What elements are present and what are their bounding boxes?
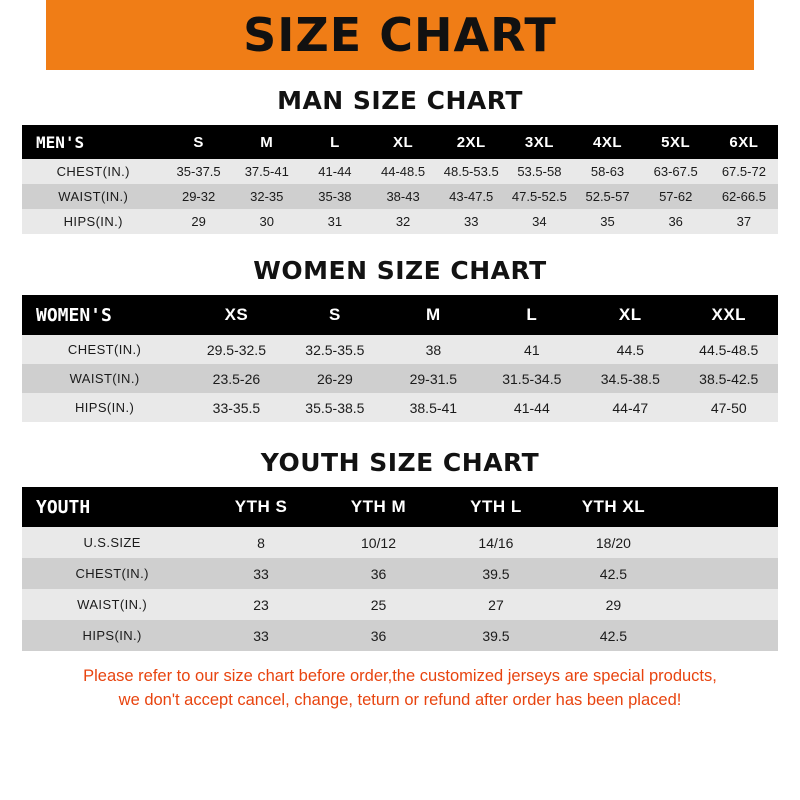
table-header-row xyxy=(22,295,778,335)
cell: 53.5-58 xyxy=(505,159,573,184)
cell: 62-66.5 xyxy=(710,184,778,209)
cell: 35-37.5 xyxy=(165,159,233,184)
cell: 32-35 xyxy=(233,184,301,209)
cell: 38.5-41 xyxy=(384,393,482,422)
table-row xyxy=(22,335,778,364)
cell: 38.5-42.5 xyxy=(680,364,778,393)
chart-content xyxy=(0,70,800,800)
cell-spacer xyxy=(672,620,778,651)
cell: 33 xyxy=(202,558,319,589)
cell: 35 xyxy=(573,209,641,234)
women-section-title: WOMEN SIZE CHART xyxy=(253,256,547,285)
cell: 29 xyxy=(165,209,233,234)
cell-spacer xyxy=(672,558,778,589)
row-label-waist: WAIST(IN.) xyxy=(22,589,202,620)
row-label-waist: WAIST(IN.) xyxy=(22,364,187,393)
header-cell-xl: XL xyxy=(581,295,679,335)
cell: 39.5 xyxy=(437,558,554,589)
cell: 26-29 xyxy=(286,364,384,393)
row-label-waist: WAIST(IN.) xyxy=(22,184,165,209)
cell: 41-44 xyxy=(301,159,369,184)
header-cell-m: M xyxy=(384,295,482,335)
banner-right-notch xyxy=(754,0,800,70)
cell: 33 xyxy=(437,209,505,234)
table-row xyxy=(22,558,778,589)
row-label-chest: CHEST(IN.) xyxy=(22,335,187,364)
cell: 34.5-38.5 xyxy=(581,364,679,393)
cell: 48.5-53.5 xyxy=(437,159,505,184)
cell: 30 xyxy=(233,209,301,234)
cell: 47-50 xyxy=(680,393,778,422)
header-cell-yth-m: YTH M xyxy=(320,487,437,527)
cell: 42.5 xyxy=(555,620,673,651)
cell: 38 xyxy=(384,335,482,364)
cell: 36 xyxy=(320,620,437,651)
page-title: SIZE CHART xyxy=(243,8,557,62)
header-cell-mens: MEN'S xyxy=(22,125,165,159)
footer-line-1: Please refer to our size chart before order,the customized jerseys are special products, xyxy=(83,667,717,685)
cell: 32.5-35.5 xyxy=(286,335,384,364)
cell: 35.5-38.5 xyxy=(286,393,384,422)
header-cell-4xl: 4XL xyxy=(573,125,641,159)
cell: 25 xyxy=(320,589,437,620)
cell-spacer xyxy=(672,527,778,558)
cell: 58-63 xyxy=(573,159,641,184)
cell: 57-62 xyxy=(642,184,710,209)
header-cell-xxl: XXL xyxy=(680,295,778,335)
cell: 43-47.5 xyxy=(437,184,505,209)
banner-left-notch xyxy=(0,0,46,70)
cell: 52.5-57 xyxy=(573,184,641,209)
cell: 36 xyxy=(320,558,437,589)
header-cell-l: L xyxy=(301,125,369,159)
cell: 33 xyxy=(202,620,319,651)
header-cell-womens: WOMEN'S xyxy=(22,295,187,335)
table-row xyxy=(22,527,778,558)
youth-section-title: YOUTH SIZE CHART xyxy=(260,448,540,477)
cell: 42.5 xyxy=(555,558,673,589)
row-label-chest: CHEST(IN.) xyxy=(22,159,165,184)
header-cell-s: S xyxy=(165,125,233,159)
table-header-row xyxy=(22,125,778,159)
table-row xyxy=(22,184,778,209)
cell: 23 xyxy=(202,589,319,620)
cell: 35-38 xyxy=(301,184,369,209)
cell: 67.5-72 xyxy=(710,159,778,184)
cell: 29 xyxy=(555,589,673,620)
cell: 47.5-52.5 xyxy=(505,184,573,209)
table-row xyxy=(22,159,778,184)
cell: 29-32 xyxy=(165,184,233,209)
row-label-us-size: U.S.SIZE xyxy=(22,527,202,558)
cell: 44-48.5 xyxy=(369,159,437,184)
header-cell-yth-l: YTH L xyxy=(437,487,554,527)
cell: 44.5-48.5 xyxy=(680,335,778,364)
table-row xyxy=(22,364,778,393)
header-cell-yth-s: YTH S xyxy=(202,487,319,527)
women-size-table xyxy=(22,295,778,422)
man-size-table xyxy=(22,125,778,234)
table-row xyxy=(22,209,778,234)
header-cell-2xl: 2XL xyxy=(437,125,505,159)
header-cell-yth-xl: YTH XL xyxy=(555,487,673,527)
table-row xyxy=(22,589,778,620)
cell: 38-43 xyxy=(369,184,437,209)
cell: 63-67.5 xyxy=(642,159,710,184)
header-banner xyxy=(0,0,800,70)
cell: 37 xyxy=(710,209,778,234)
cell: 33-35.5 xyxy=(187,393,285,422)
footer-disclaimer xyxy=(22,665,778,723)
header-cell-spacer xyxy=(672,487,778,527)
header-cell-m: M xyxy=(233,125,301,159)
cell: 37.5-41 xyxy=(233,159,301,184)
table-row xyxy=(22,620,778,651)
row-label-hips: HIPS(IN.) xyxy=(22,620,202,651)
cell: 44.5 xyxy=(581,335,679,364)
header-cell-youth: YOUTH xyxy=(22,487,202,527)
cell: 41 xyxy=(483,335,581,364)
cell: 32 xyxy=(369,209,437,234)
footer-line-2: we don't accept cancel, change, teturn or refund after order has been placed! xyxy=(118,690,682,709)
header-cell-xl: XL xyxy=(369,125,437,159)
row-label-hips: HIPS(IN.) xyxy=(22,393,187,422)
header-cell-xs: XS xyxy=(187,295,285,335)
cell: 10/12 xyxy=(320,527,437,558)
cell: 29-31.5 xyxy=(384,364,482,393)
cell: 18/20 xyxy=(555,527,673,558)
cell: 31 xyxy=(301,209,369,234)
man-section-title: MAN SIZE CHART xyxy=(277,86,523,115)
cell: 23.5-26 xyxy=(187,364,285,393)
cell: 31.5-34.5 xyxy=(483,364,581,393)
cell-spacer xyxy=(672,589,778,620)
header-cell-6xl: 6XL xyxy=(710,125,778,159)
cell: 27 xyxy=(437,589,554,620)
youth-size-table xyxy=(22,487,778,651)
header-cell-s: S xyxy=(286,295,384,335)
cell: 34 xyxy=(505,209,573,234)
cell: 29.5-32.5 xyxy=(187,335,285,364)
cell: 39.5 xyxy=(437,620,554,651)
row-label-chest: CHEST(IN.) xyxy=(22,558,202,589)
cell: 36 xyxy=(642,209,710,234)
header-cell-l: L xyxy=(483,295,581,335)
table-header-row xyxy=(22,487,778,527)
header-cell-5xl: 5XL xyxy=(642,125,710,159)
cell: 14/16 xyxy=(437,527,554,558)
header-cell-3xl: 3XL xyxy=(505,125,573,159)
cell: 44-47 xyxy=(581,393,679,422)
row-label-hips: HIPS(IN.) xyxy=(22,209,165,234)
cell: 8 xyxy=(202,527,319,558)
table-row xyxy=(22,393,778,422)
cell: 41-44 xyxy=(483,393,581,422)
